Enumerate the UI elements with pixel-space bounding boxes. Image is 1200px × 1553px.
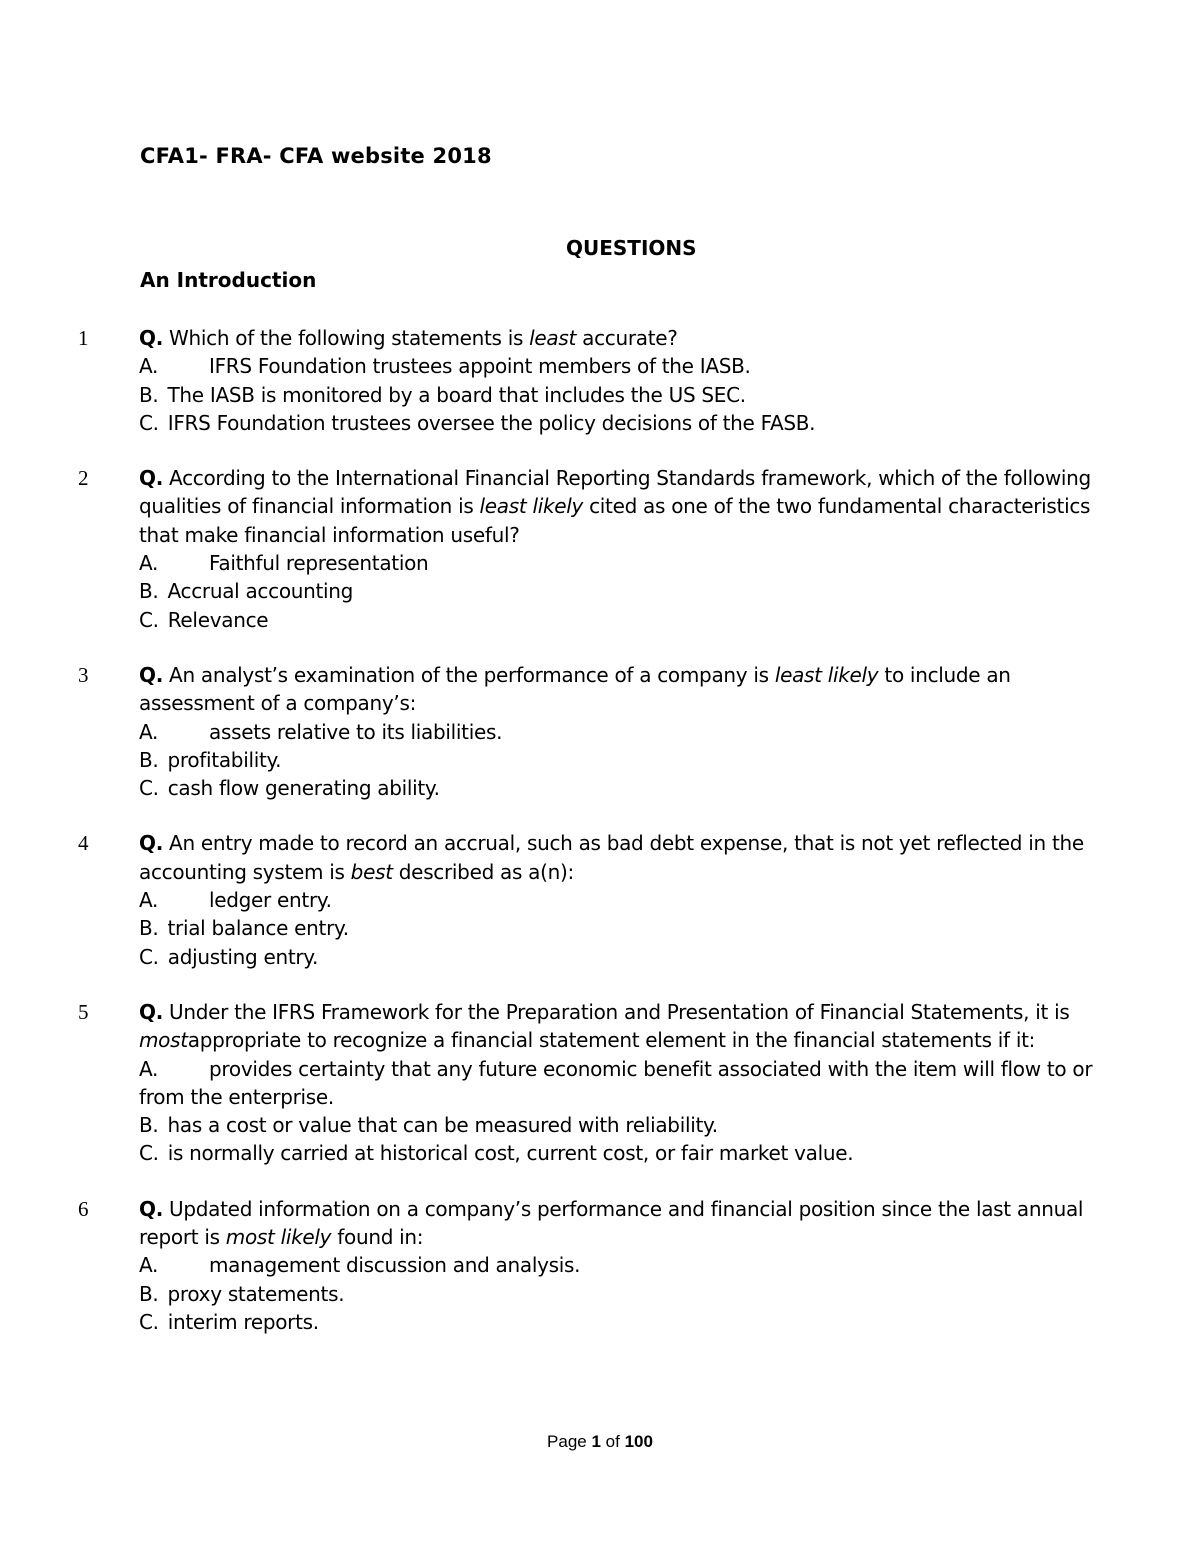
question-text-after: accurate? (576, 326, 678, 350)
question-emphasis: least likely (479, 494, 584, 519)
question-number: 1 (78, 326, 89, 350)
option-text: Accrual accounting (167, 579, 354, 604)
option-text: management discussion and analysis. (209, 1253, 581, 1278)
footer-page-word: Page (547, 1432, 587, 1451)
option-text: IFRS Foundation trustees appoint members of the IASB. (209, 354, 751, 379)
option-letter: C. (139, 776, 159, 801)
question-text (139, 1195, 1129, 1252)
option-letter: B. (139, 916, 159, 941)
document-title: CFA1- FRA- CFA website 2018 (140, 144, 492, 168)
option-text: ledger entry. (209, 888, 332, 913)
option-text: Relevance (167, 607, 269, 632)
answer-option (139, 409, 1129, 437)
answer-option (139, 886, 1129, 914)
question-prefix: Q. (139, 662, 163, 687)
answer-option (139, 914, 1129, 942)
option-letter: C. (139, 410, 159, 435)
question-prefix: Q. (139, 999, 163, 1024)
question-body (139, 661, 1129, 802)
question-prefix: Q. (139, 466, 163, 491)
option-text: The IASB is monitored by a board that includes the US SEC. (167, 382, 746, 407)
question-emphasis: most (139, 1028, 188, 1053)
option-letter: B. (139, 382, 159, 407)
answer-option (139, 352, 1129, 380)
option-text: has a cost or value that can be measured with reliability. (167, 1113, 718, 1138)
question-prefix: Q. (139, 831, 163, 856)
question-emphasis: most likely (225, 1225, 332, 1250)
option-text: is normally carried at historical cost, current cost, or fair market value. (167, 1141, 854, 1166)
question-text (139, 324, 1129, 352)
option-letter: A. (139, 888, 159, 913)
page-footer (0, 1432, 1200, 1452)
answer-option (139, 746, 1129, 774)
question-text-before: An analyst’s examination of the performance of a company is (163, 662, 775, 687)
question-text (139, 661, 1129, 718)
question-item (0, 324, 1200, 437)
question-body (139, 1195, 1129, 1336)
question-text-before: Updated information on a company’s performance and financial position since the last annual report is (139, 1196, 1084, 1250)
option-letter: B. (139, 1281, 159, 1306)
answer-option (139, 943, 1129, 971)
question-item (0, 661, 1200, 802)
option-letter: B. (139, 1113, 159, 1138)
footer-page-number: 1 (591, 1432, 601, 1451)
answer-option (139, 606, 1129, 634)
answer-option (139, 1280, 1129, 1308)
question-number: 3 (78, 662, 89, 687)
question-item (0, 1195, 1200, 1336)
question-prefix: Q. (139, 1196, 163, 1221)
option-letter: A. (139, 1056, 159, 1081)
question-text (139, 464, 1129, 549)
option-text: interim reports. (167, 1309, 319, 1334)
option-letter: C. (139, 1309, 159, 1334)
option-text: Faithful representation (209, 551, 429, 576)
option-text: trial balance entry. (167, 916, 349, 941)
question-body (139, 998, 1129, 1168)
question-prefix: Q. (139, 326, 163, 350)
question-number: 4 (78, 831, 89, 856)
question-number: 5 (78, 999, 89, 1024)
answer-option (139, 577, 1129, 605)
option-letter: A. (139, 551, 159, 576)
answer-option (139, 1111, 1129, 1139)
answer-option (139, 1308, 1129, 1336)
question-item (0, 829, 1200, 970)
answer-option (139, 381, 1129, 409)
section-heading: An Introduction (140, 268, 317, 292)
option-letter: B. (139, 579, 159, 604)
question-number: 2 (78, 466, 89, 491)
option-letter: A. (139, 354, 159, 379)
question-text-before: Which of the following statements is (163, 326, 530, 350)
option-text: proxy statements. (167, 1281, 345, 1306)
questions-heading: QUESTIONS (566, 236, 697, 260)
answer-option (139, 1139, 1129, 1167)
option-letter: C. (139, 607, 159, 632)
question-text-after: described as a(n): (392, 859, 574, 884)
option-letter: B. (139, 747, 159, 772)
question-text-after: appropriate to recognize a financial statement element in the financial statements if it: (187, 1028, 1036, 1053)
question-text (139, 998, 1129, 1055)
question-emphasis: least likely (774, 662, 879, 687)
option-letter: A. (139, 719, 159, 744)
option-letter: C. (139, 944, 159, 969)
question-text-after: found in: (331, 1225, 424, 1250)
question-emphasis: least (529, 326, 577, 350)
question-list (0, 324, 1200, 1363)
option-text: profitability. (167, 747, 282, 772)
question-body (139, 464, 1129, 634)
option-letter: C. (139, 1141, 159, 1166)
option-text: provides certainty that any future economic benefit associated with the item will flow to or from the enterprise. (139, 1056, 1093, 1109)
footer-page-total: 100 (624, 1432, 653, 1451)
option-letter: A. (139, 1253, 159, 1278)
option-text: IFRS Foundation trustees oversee the policy decisions of the FASB. (167, 410, 816, 435)
question-text-after: cited as one of the two fundamental characteristics that make financial information useful? (139, 494, 1091, 547)
question-text-before: Under the IFRS Framework for the Preparation and Presentation of Financial Statements, it is (163, 999, 1070, 1024)
question-item (0, 464, 1200, 634)
answer-option (139, 1251, 1129, 1279)
question-body (139, 829, 1129, 970)
answer-option (139, 718, 1129, 746)
footer-of-word: of (605, 1432, 620, 1451)
question-text (139, 829, 1129, 886)
option-text: assets relative to its liabilities. (209, 719, 503, 744)
question-body (139, 324, 1129, 437)
question-text-before: According to the International Financial Reporting Standards framework, which of the following qualities of financial information is (139, 466, 1091, 519)
answer-option (139, 549, 1129, 577)
question-emphasis: best (350, 859, 393, 884)
question-item (0, 998, 1200, 1168)
answer-option (139, 1055, 1129, 1112)
option-text: adjusting entry. (167, 944, 319, 969)
question-text-after: to include an assessment of a company’s: (139, 662, 1011, 716)
question-number: 6 (78, 1196, 89, 1221)
option-text: cash flow generating ability. (167, 776, 440, 801)
question-text-before: An entry made to record an accrual, such as bad debt expense, that is not yet reflected in the accounting system is (139, 831, 1084, 884)
answer-option (139, 774, 1129, 802)
